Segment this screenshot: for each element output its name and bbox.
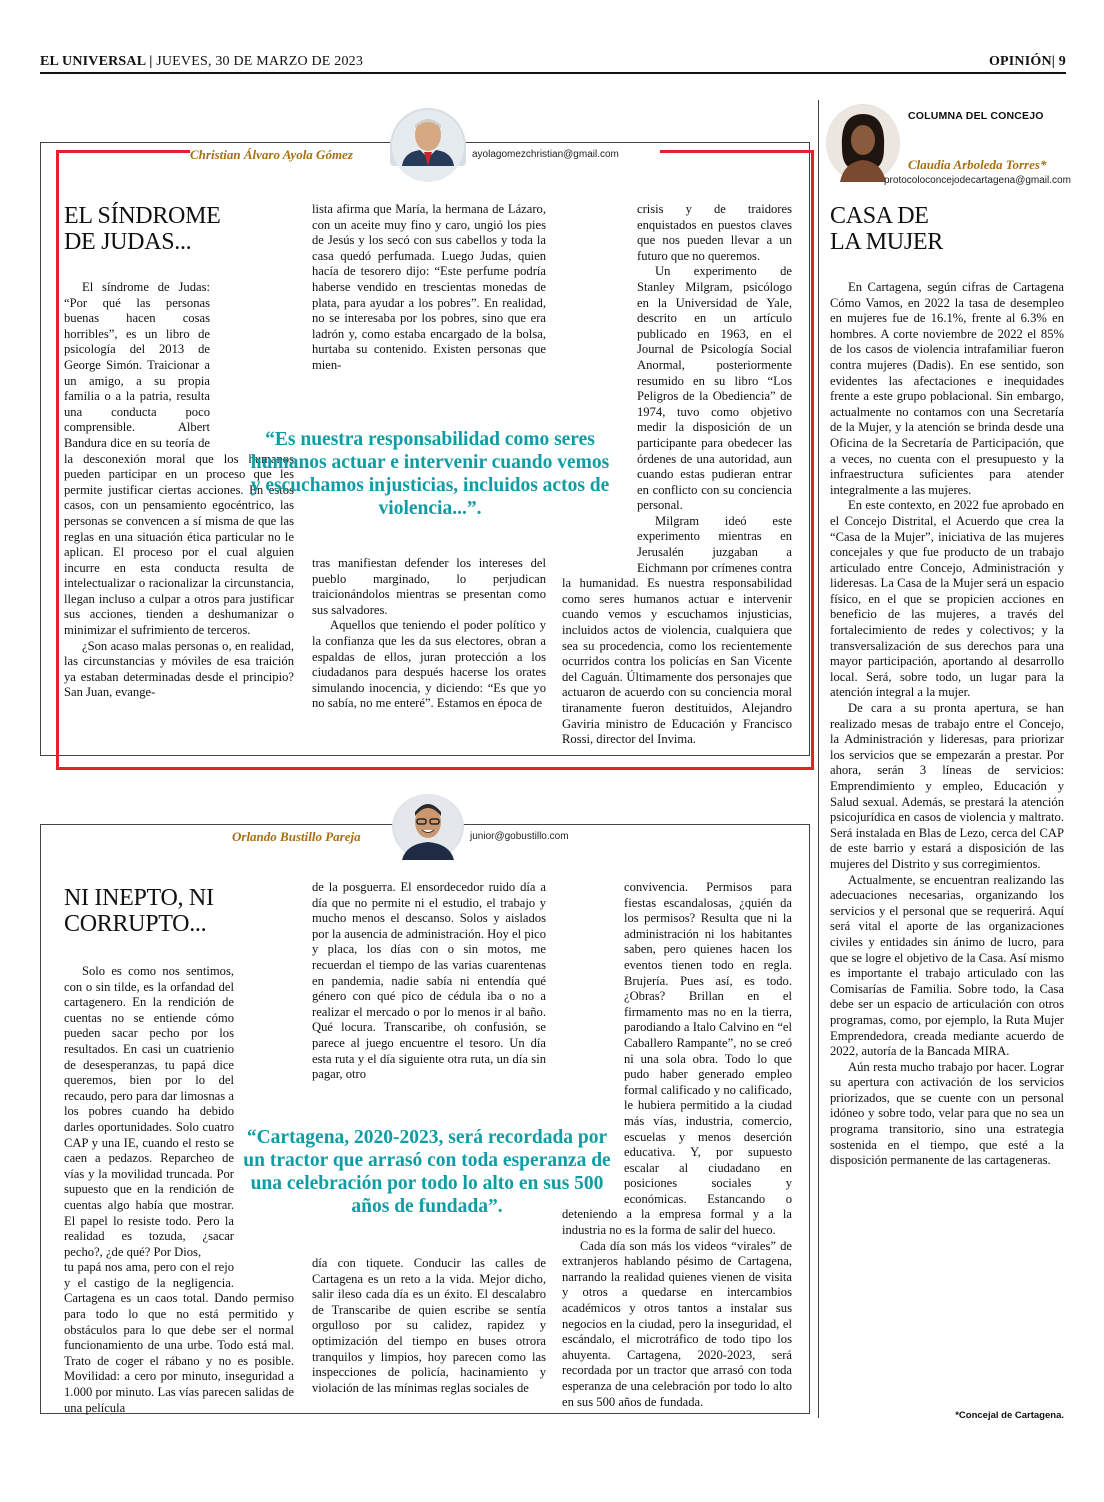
article2-col3-p1: convivencia. Permisos para fiestas escandalosas, ¿quién da los permisos? Resulta que ni la administración ni los habitantes saben, pero quienes hacen los eventos tienen todo en regla. Brujería. Pues así, es todo. ¿Obras? Brillan en el firmamento mas no en la tierra, parodiando a Italo Calvino en “el Caballero Rampante”, no se creó ni una sola obra. Todo lo que pudo haber generado empleo formal calificado y no calificado, le hubiera permitido a la ciudad más vías, industria, comercio, escuelas y menos deserción educativa. Y, por supuesto escalar al ciudadano en posiciones sociales y económicas. Estancando o deteniendo a la empresa formal y a la industria no es la forma de salir del hueco. (562, 880, 792, 1238)
sidebar-footnote: *Concejal de Cartagena. (955, 1410, 1064, 1421)
article1-headline-line1: EL SÍNDROME (64, 203, 221, 229)
article1-author-photo (390, 108, 466, 166)
article1-author: Christian Álvaro Ayola Gómez (190, 147, 353, 162)
article1-headline (64, 203, 294, 255)
sidebar-p5: Aún resta mucho trabajo por hacer. Lograr su apertura con activación de los servicios priorizados, que se cuente con un personal idóneo y sobre todo, velar para que no sea un programa transitorio, sino una estrategia sostenida en el tiempo, que esté a la disposición permanente de las cartageneras. (830, 1059, 1064, 1168)
article2-col2-top (312, 880, 546, 1114)
article1-col1-p1: El síndrome de Judas: “Por qué las personas buenas hacen cosas horribles”, es un libro de psicología del 2013 de George Simón. Traicionar a un amigo, a su propia familia o a la patria, resulta una conducta poco comprensible. Albert Bandura dice en su teoría de la desconexión moral que los humanos pueden participar en un proceso que les permite justificar ciertas acciones. En estos casos, con un pensamiento egocéntrico, las personas se convencen a sí misma de que las reglas en una situación ética particular no le aplican. El proceso por el cual alguien incurre en esta conducta resulta de intelectualizar o racionalizar la circunstancia, llegan incluso a culpar a otros para justificar sus acciones, tienden a deshumanizar o minimizar el sufrimiento de terceros. (64, 280, 294, 638)
article1-headline-line2: DE JUDAS... (64, 229, 192, 255)
sidebar-p2: En este contexto, en 2022 fue aprobado en el Concejo Distrital, el Acuerdo que crea la “Casa de la Mujer”, iniciativa de las mujeres concejales y que fue producto de un trabajo articulado entre Concejo, Administración y lideresas. La Casa de la Mujer será un espacio físico, en el que se propicien acciones en beneficio de las mujeres, a través del fortalecimiento de redes y colectivos; y la transversalización de sus derechos para una mayor participación, aportando al desarrollo local. Será, sobre todo, un lugar para la atención integral a la mujer. (830, 498, 1064, 700)
newspaper-name: EL UNIVERSAL (40, 54, 146, 69)
article2-col1-p2: tu papá nos ama, pero con el rejo y el castigo de la negligencia. Cartagena es un caos total. Dando permiso para todo lo que no está permitido y obstáculos para lo que debe ser el normal funcionamiento de una urbe. Todo está mal. Trato de coger el rábano y no es posible. Movilidad: a cero por minuto, inseguridad a 1.000 por minuto. Las vías parecen salidas de una película (64, 1260, 294, 1415)
page-separator: | (1051, 54, 1056, 69)
sidebar-author: Claudia Arboleda Torres* (908, 157, 1047, 172)
article2-pull-quote: “Cartagena, 2020-2023, será recordada por un tractor que arrasó con toda esperanza de una celebración por todo lo alto en sus 500 años de fundada”. (243, 1127, 611, 1217)
sidebar-headline-line2: LA MUJER (830, 229, 943, 255)
sidebar-divider (818, 100, 819, 1418)
article2-col1-p1: Solo es como nos sentimos, con o sin tilde, es la orfandad del cartagenero. En la rendición de cuentas no se entiende cómo pueden sacar pecho por los resultados. En casi un cuatrienio de desesperanzas, tu papá dice queremos, bien por lo del recaudo, pero para dar limosnas a los pobres cuando ha debido darles oportunidades. Solo cuatro CAP y una IE, cuando el resto se caen a pedazos. Reparcheo de vías y la movilidad truncada. Por supuesto que en la rendición de cuentas algo había que mostrar. El papel lo resiste todo. Pero la realidad es tozuda, ¿sacar pecho?, ¿de qué? Por Dios, (64, 964, 234, 1259)
article1-email: ayolagomezchristian@gmail.com (472, 149, 619, 160)
article2-headline-line1: NI INEPTO, NI (64, 885, 214, 911)
article2-col2-p2: día con tiquete. Conducir las calles de Cartagena es un reto a la vida. Mejor dicho, salir ileso cada día es un éxito. El descalabro de Transcaribe de quien escribe se sentía orgulloso por su calidez, rapidez y optimización del tiempo en buses otrora tranquilos y limpios, hoy parecen como las inspecciones de policía, hacinamiento y violación de las mínimas reglas sociales de (312, 1256, 546, 1395)
sidebar-p3: De cara a su pronta apertura, se han realizado mesas de trabajo entre el Concejo, la Administración y lideresas, para priorizar los servicios que se empezarán a prestar. Por ahora, serán 3 líneas de servicios: Emprendimiento y empleo, Educación y Salud sexual. Además, se prestará la atención psicojurídica en casos de violencia y maltrato. Será instalada en Blas de Lezo, cerca del CAP de este barrio y estará a disposición de las mujeres del Distrito y sus corregimientos. (830, 701, 1064, 871)
article1-col2-p3: Aquellos que teniendo el poder político y la confianza que les da sus electores, obran a espaldas de ellos, juran protección a los ciudadanos para después hacerse los orates simulando inocencia, y diciendo: “Es que yo no sabía, no me enteré”. Estamos en época de (312, 618, 546, 711)
article2-col3-p2: Cada día son más los videos “virales” de extranjeros hablando pésimo de Cartagena, narrando la realidad quienes vienen de visita y otros a quedarse en intercambios académicos y otros tantos a instalar sus negocios en la ciudad, pero la inseguridad, el escándalo, el microtráfico de todo tipo los ahuyenta. Cartagena, 2020-2023, será recordada por un tractor que arrasó con toda esperanza de una celebración por todo lo alto en sus 500 años de fundada. (562, 1238, 792, 1409)
sidebar-section-label: COLUMNA DEL CONCEJO (908, 110, 1044, 122)
article1-col2-bottom (312, 556, 546, 746)
article1-col3-p3: Milgram ideó este experimento mientras en Jerusalén juzgaban a Eichmann por crímenes contra la humanidad. Es nuestra responsabilidad como seres humanos actuar e intervenir cuando vemos y escuchamos injusticias, incluidos actos de violencia, cualquiera que sea su procedencia, como los recientemente ocurridos contra los policías en San Vicente del Caguán. Últimamente dos personajes que actuaron de acuerdo con su conciencia moral tiranamente fueron destituidos, Alejandro Gaviria ministro de Educación y Francisco Rossi, director del Invima. (562, 513, 792, 747)
sidebar-author-photo (826, 104, 900, 182)
article1-col2-top (312, 202, 546, 420)
header-date: JUEVES, 30 DE MARZO DE 2023 (156, 54, 364, 69)
article1-col3-p1: crisis y de traidores enquistados en puestos claves que nos pueden llevar a un futuro que no queremos. (637, 202, 792, 263)
sidebar-body (830, 280, 1064, 1406)
article2-col2-bottom (312, 1256, 546, 1406)
article1-col2-p1: lista afirma que María, la hermana de Lázaro, con un aceite muy fino y caro, ungió los pies de Jesús y los secó con sus cabellos y toda la casa quedó perfumada. Luego Judas, quien hacía de tesorero dijo: “Este perfume podría haberse vendido en trescientas monedas de plata, para ayudar a los pobres”. En realidad, no se interesaba por los pobres, sino que era ladrón y, como estaba encargado de la bolsa, hurtaba su contenido. Existen personas que mien- (312, 202, 546, 372)
article2-author: Orlando Bustillo Pareja (232, 829, 361, 844)
header-left (40, 54, 363, 70)
article2-col2-p1: de la posguerra. El ensordecedor ruido día a día que no permite ni el estudio, el trabajo y mucho menos el descanso. Solos y aislados por la ausencia de administración. Hoy el pico y placa, los días con o sin motos, me recuerdan el tiempo de las varias cuarentenas en pandemia, nadie sabía ni entendía qué género con qué pico de cédula iba o no a realizar el mercado o por lo menos ir al baño. Qué locura. Transcaribe, oh confusión, se parece al juego encuentre el tesoro. Un día esta ruta y el día siguiente otra ruta, un día sin pagar, otro (312, 880, 546, 1082)
sidebar-email: protocoloconcejodecartagena@gmail.com (884, 175, 1071, 186)
header-right (989, 54, 1066, 70)
article1-col1-p2: ¿Son acaso malas personas o, en realidad, las circunstancias y móviles de esa traición ya estaban determinadas desde el principio? San Juan, evange- (64, 638, 294, 700)
sidebar-p1: En Cartagena, según cifras de Cartagena Cómo Vamos, en 2022 la tasa de desempleo en mujeres fue de 16.1%, frente al 6.3% en hombres. A corte noviembre de 2022 el 85% de los casos de violencia intrafamiliar fueron contra mujeres (Dadis). En ese sentido, son evidentes las afectaciones e inequidades frente a este grupo poblacional. Sin embargo, actualmente no contamos con una Secretaría de la Mujer, y la atención se brinda desde una Oficina de la Secretaría de Participación, que a veces, no cuenta con el presupuesto y la infraestructura suficientes para atender integralmente a las mujeres. (830, 280, 1064, 497)
article1-pull-quote: “Es nuestra responsabilidad como seres humanos actuar e intervenir cuando vemos y escuchamos injusticias, incluidos actos de violencia...”. (250, 429, 610, 519)
sidebar-p4: Actualmente, se encuentran realizando las adecuaciones necesarias, organizando los servicios y el personal que se requerirá. Aquí será vital el aporte de las organizaciones civiles y entidades sin ánimo de lucro, para que se logre el objetivo de la Casa. Así mismo es importante el trabajo articulado con las Comisarías de Familia. Sobre todo, la Casa debe ser un espacio de articulación con otros programas, como, por ejemplo, la Ruta Mujer Emprendedora, creada mediante acuerdo de 2022, autoría de la Bancada MIRA. (830, 872, 1064, 1059)
article2-headline-line2: CORRUPTO... (64, 911, 207, 937)
article1-col3-p2: Un experimento de Stanley Milgram, psicólogo en la Universidad de Yale, descrito en un artículo publicado en 1963, en el Journal de Psicología Social Anormal, posteriormente resumido en su libro “Los Peligros de la Obediencia” de 1974, tuvo como objetivo medir la disposición de un participante para obedecer las órdenes de una autoridad, aun cuando estas pudieran entrar en conflicto con su conciencia personal. (637, 264, 792, 513)
article1-col1-pull-space (210, 280, 294, 441)
sidebar-headline-line1: CASA DE (830, 203, 929, 229)
article2-headline (64, 885, 294, 937)
article1-col2-p2: tras manifiestan defender los intereses del pueblo marginado, lo perjudican traicionándolos mientras se presentan como sus salvadores. (312, 556, 546, 617)
sidebar-headline (830, 203, 1064, 255)
header-separator: | (149, 54, 153, 69)
article2-email: junior@gobustillo.com (470, 831, 569, 842)
page-header (40, 48, 1066, 74)
page-number: 9 (1058, 54, 1066, 69)
article2-author-photo (392, 794, 464, 860)
section-name: OPINIÓN (988, 54, 1052, 69)
